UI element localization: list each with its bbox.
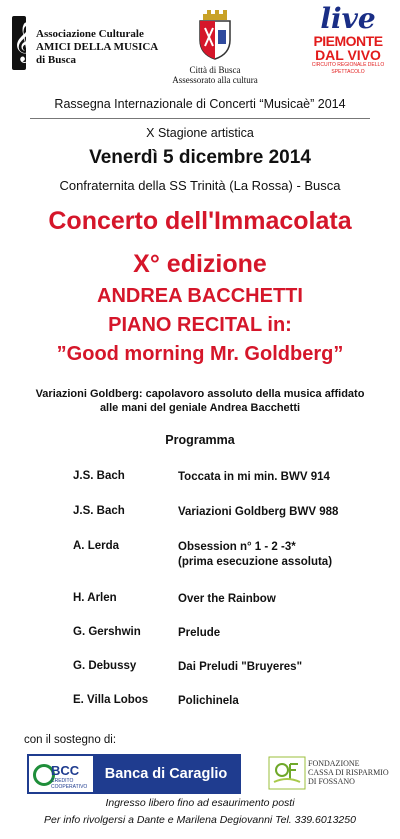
association-logo: [12, 16, 182, 72]
piece: Obsession n° 1 - 2 -3*: [178, 541, 296, 553]
foundation-logo: [268, 756, 398, 792]
composer: H. Arlen: [73, 592, 117, 604]
piece: Variazioni Goldberg BWV 988: [178, 506, 339, 518]
bcc-subtitle: CREDITO COOPERATIVO: [51, 778, 88, 790]
piece-note: (prima esecuzione assoluta): [178, 556, 333, 568]
piece: Dai Preludi "Bruyeres": [178, 661, 303, 673]
event-venue: Confraternita della SS Trinità (La Rossa) - Busca: [59, 178, 341, 193]
composer: G. Debussy: [73, 660, 137, 672]
association-line1: Associazione Culturale: [36, 28, 144, 40]
piece: Toccata in mi min. BWV 914: [178, 471, 330, 483]
piece: Prelude: [178, 627, 221, 639]
foundation-line3: DI FOSSANO: [308, 777, 355, 786]
composer: G. Gershwin: [73, 626, 141, 638]
treble-clef-icon: 𝄞: [12, 16, 26, 70]
concert-edition: X° edizione: [133, 250, 267, 278]
dal-vivo-wordmark: DAL VIVO: [315, 47, 381, 63]
season-label: X Stagione artistica: [146, 126, 254, 140]
piece-with-note: [178, 540, 332, 570]
piemonte-subtitle: CIRCUITO REGIONALE DELLO SPETTACOLO: [311, 62, 385, 75]
city-line2: Assessorato alla cultura: [172, 75, 258, 85]
contact-info: Per info rivolgersi a Dante e Marilena Degiovanni Tel. 339.6013250: [44, 814, 356, 826]
sponsors-intro: con il sostegno di:: [24, 734, 117, 746]
piece: Polichinela: [178, 695, 239, 707]
composer: J.S. Bach: [73, 505, 125, 517]
foundation-line2: CASSA DI RISPARMIO: [308, 768, 389, 777]
bcc-mark: [29, 756, 93, 792]
divider: [30, 118, 370, 119]
piemonte-dal-vivo-logo: [300, 4, 396, 84]
composer: A. Lerda: [73, 540, 120, 552]
piece: Over the Rainbow: [178, 593, 276, 605]
concert-description: [0, 387, 400, 415]
bank-name: Banca di Caraglio: [93, 756, 239, 792]
city-logo: [170, 10, 260, 90]
association-line3: di Busca: [36, 54, 77, 66]
free-entry-note: Ingresso libero fino ad esaurimento posti: [105, 797, 295, 809]
description-line1: Variazioni Goldberg: capolavoro assoluto della musica affidato: [35, 388, 365, 400]
description-line2: alle mani del geniale Andrea Bacchetti: [99, 402, 301, 414]
bcc-letters: BCC: [51, 763, 80, 778]
recital-label: PIANO RECITAL in:: [108, 314, 292, 336]
programma-heading: Programma: [165, 433, 235, 447]
performer-name: ANDREA BACCHETTI: [97, 285, 303, 307]
bank-logo: [27, 754, 241, 794]
foundation-line1: FONDAZIONE: [308, 759, 360, 768]
association-line2: AMICI DELLA MUSICA: [36, 41, 159, 53]
live-wordmark: live: [320, 2, 376, 35]
city-crest-icon: [196, 10, 234, 60]
rassegna-title: Rassegna Internazionale di Concerti “Musicaè” 2014: [54, 97, 346, 111]
program-title: ”Good morning Mr. Goldberg”: [56, 343, 344, 365]
city-line1: Città di Busca: [189, 65, 241, 75]
composer: J.S. Bach: [73, 470, 125, 482]
piemonte-wordmark: PIEMONTE: [313, 33, 383, 49]
composer: E. Villa Lobos: [73, 694, 149, 706]
event-date: Venerdì 5 dicembre 2014: [89, 147, 311, 168]
crf-mark-icon: [268, 756, 306, 790]
concert-title: Concerto dell'Immacolata: [48, 207, 352, 235]
